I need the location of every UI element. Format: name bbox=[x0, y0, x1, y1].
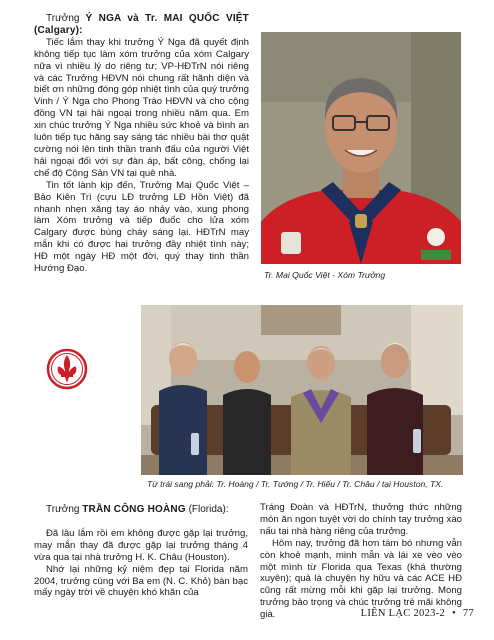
section2-paragraph-3: Tráng Đoàn và HĐTrN, thưởng thức những món ăn ngon tuyệt vời do chính tay trưởng xào nấu tại nhà hàng riêng của trưởng. bbox=[260, 502, 462, 537]
group-illustration bbox=[141, 305, 463, 475]
group-caption: Từ trái sang phải: Tr. Hoàng / Tr. Tướng / Tr. Hiếu / Tr. Châu / tại Houston, TX. bbox=[147, 479, 444, 489]
section2-right-column bbox=[260, 502, 462, 621]
section2-paragraph-2: Nhớ lại những kỷ niệm đẹp tại Florida năm 2004, trưởng cùng với Ba em (N. C. Khỏ) bàn bạc mấy ngày trời về chuyện khó khăn của bbox=[34, 563, 248, 599]
fleur-de-lis-icon bbox=[46, 348, 88, 390]
scout-emblem bbox=[46, 348, 88, 390]
section1-text bbox=[34, 13, 249, 275]
publication-name: LIÊN LẠC 2023-2 bbox=[360, 608, 446, 619]
section2-paragraph-4: Hôm nay, trưởng đã hơn tám bó nhưng vẫn còn khoẻ mạnh, minh mẫn và lái xe vèo vèo một mình từ Florida qua Texas (khá thường xuyên); quả là chuyện hy hữu và các ACE HĐ cũng rất mừng mỗi khi gặp lại trưởng. Mong trưởng bảo trọng và chúc trưởng trẻ mãi không già. bbox=[260, 537, 462, 621]
section1-heading: Trưởng Ý NGA và Tr. MAI QUỐC VIỆT (Calgary): bbox=[34, 13, 249, 36]
page-footer bbox=[361, 608, 474, 619]
portrait-photo bbox=[261, 32, 461, 264]
section1-paragraph-1: Tiếc lắm thay khi trưởng Ý Nga đã quyết định không tiếp tục làm xóm trưởng của xóm Calgary nữa vì nhiều lý do riêng tư; VP-HĐTrN nói riêng và các Trưởng HĐVN nói chung rất hãnh diện và biết ơn những đóng góp nhiệt tình của quý trưởng Vinh / Ý Nga cho Phong Trào HĐVN và cho cộng đồng VN tại hải ngoại trong nhiều năm qua. Em xin chúc trưởng Ý Nga nhiều sức khoẻ và bình an luôn tiếp tục hăng say sáng tác nhiều bài thơ quật cường nói lên tinh thần tranh đấu của người Việt hải ngoại đối với sự đàn áp, bất công, chống lại chế độ Cộng Sản VN tại quê nhà. bbox=[34, 36, 249, 179]
section2-left-column bbox=[34, 504, 248, 599]
footer-bullet: • bbox=[451, 608, 456, 619]
section2-paragraph-1: Đã lâu lắm rồi em không được gặp lại trưởng, may mắn thay đã được gặp lại trưởng tháng 4 vừa qua tại nhà trưởng H. K. Châu (Houston). bbox=[34, 527, 248, 563]
section2-heading: Trưởng TRẦN CÔNG HOÀNG (Florida): bbox=[46, 504, 229, 515]
section1-paragraph-2: Tin tốt lành kịp đến, Trưởng Mai Quốc Việt – Bảo Kiên Trì (cựu LĐ trưởng LĐ Hồn Việt) đã nhanh nhẹn xăng tay áo nhảy vào, xung phong làm Xóm trưởng và tiếp đuốc cho lửa xóm Calgary được bùng cháy sáng lại. HĐTrN may mắn khi có được hai trưởng đầy nhiệt tình này; HĐ một ngày HĐ một đời, quý thay tinh thần Hướng Đạo. bbox=[34, 179, 249, 275]
portrait-caption: Tr. Mai Quốc Việt - Xóm Trưởng bbox=[264, 270, 386, 280]
group-photo bbox=[141, 305, 463, 475]
portrait-illustration bbox=[261, 32, 461, 264]
page-number: 77 bbox=[462, 608, 474, 619]
